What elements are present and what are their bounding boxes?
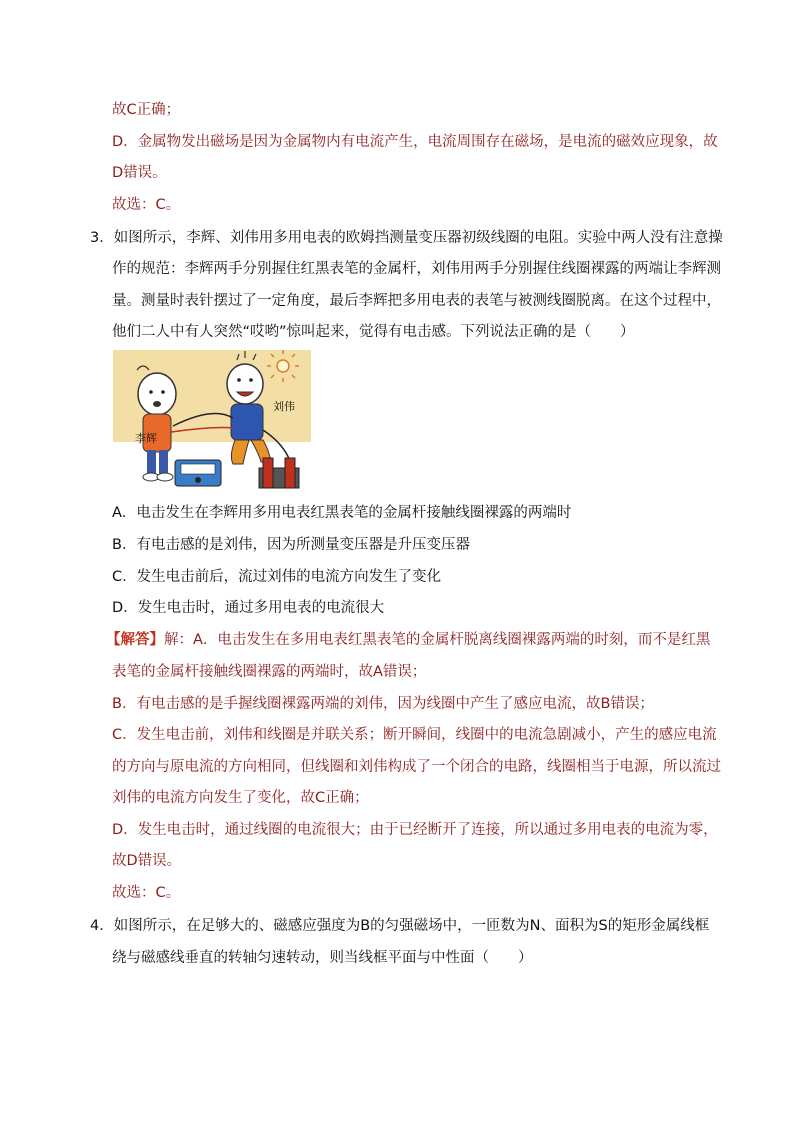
q3-solution-line7: D．发生电击时，通过线圈的电流很大；由于已经断开了连接，所以通过多用电表的电流为零， [112,822,718,838]
prev-answer: 故选：C。 [112,197,181,213]
q3-option-a: A．电击发生在李辉用多用电表红黑表笔的金属杆接触线圈裸露的两端时 [112,505,572,521]
multimeter-icon [175,460,221,486]
transformer-icon [259,458,299,488]
prev-solution-d-line2: D错误。 [112,165,167,181]
q3-solution-line2: 表笔的金属杆接触线圈裸露的两端时，故A错误； [112,664,427,680]
q4-stem-line1: 4．如图所示，在足够大的、磁感应强度为B的匀强磁场中，一匝数为N、面积为S的矩形金属线框 [90,918,710,934]
q3-solution-line1-text: 解：A．电击发生在多用电表红黑表笔的金属杆脱离线圈裸露两端的时刻，而不是红黑 [164,632,711,648]
q3-solution-line8: 故D错误。 [112,853,182,869]
prev-solution-d-line1: D．金属物发出磁场是因为金属物内有电流产生，电流周围存在磁场，是电流的磁效应现象，故 [112,134,718,150]
q4-stem-line2: 绕与磁感线垂直的转轴匀速转动，则当线框平面与中性面（ ） [112,950,533,966]
q3-stem-line4: 他们二人中有人突然“哎哟”惊叫起来，觉得有电击感。下列说法正确的是（ ） [112,324,635,340]
q3-stem-line3: 量。测量时表针摆过了一定角度，最后李辉把多用电表的表笔与被测线圈脱离。在这个过程中， [112,293,721,309]
q3-solution-line4: C．发生电击前，刘伟和线圈是并联关系；断开瞬间，线圈中的电流急剧减小，产生的感应电流 [112,727,717,743]
q3-option-b: B．有电击感的是刘伟，因为所测量变压器是升压变压器 [112,537,470,553]
q3-solution-line3: B．有电击感的是手握线圈裸露两端的刘伟，因为线圈中产生了感应电流，故B错误； [112,696,654,712]
q3-option-d: D．发生电击时，通过多用电表的电流很大 [112,600,385,616]
prev-solution-c: 故C正确； [112,102,181,118]
q3-answer: 故选：C。 [112,885,181,901]
figure-label-lihui: 李辉 [135,433,157,445]
q3-stem-line1: 3．如图所示，李辉、刘伟用多用电表的欧姆挡测量变压器初级线圈的电阻。实验中两人没有注意操 [90,230,723,246]
q3-option-c: C．发生电击前后，流过刘伟的电流方向发生了变化 [112,569,442,585]
figure-label-liuwei: 刘伟 [273,401,295,413]
q3-illustration [113,350,311,494]
q3-solution-line1 [106,630,710,650]
q3-solution-line6: 刘伟的电流方向发生了变化，故C正确； [112,790,369,806]
solution-tag: 【解答】 [106,632,164,648]
q3-solution-line5: 的方向与原电流的方向相同，但线圈和刘伟构成了一个闭合的电路，线圈相当于电源，所以流过 [112,759,721,775]
q3-stem-line2: 作的规范：李辉两手分别握住红黑表笔的金属杆，刘伟用两手分别握住线圈裸露的两端让李辉测 [112,261,721,277]
